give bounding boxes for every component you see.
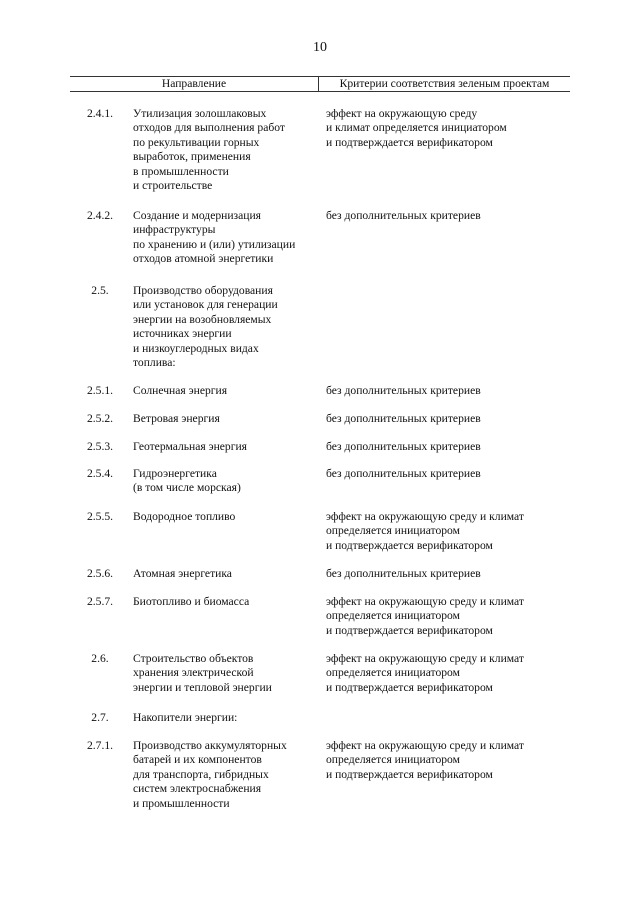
row-number: 2.5.2. — [86, 412, 114, 425]
row-criteria: эффект на окружающую среду и климат определяется инициатором и подтверждается верификатором — [326, 510, 524, 552]
row-direction: Производство аккумуляторных батарей и их компонентов для транспорта, гибридных систем электроснабжения и промышленности — [133, 739, 287, 810]
row-number: 2.4.2. — [86, 209, 114, 222]
row-criteria: без дополнительных критериев — [326, 384, 481, 397]
row-direction: Водородное топливо — [133, 510, 236, 523]
row-direction: Строительство объектов хранения электрической энергии и тепловой энергии — [133, 652, 272, 694]
row-criteria: без дополнительных критериев — [326, 209, 481, 222]
header-criteria: Критерии соответствия зеленым проектам — [339, 77, 550, 90]
row-direction: Геотермальная энергия — [133, 440, 248, 453]
page-number: 10 — [313, 40, 327, 55]
row-number: 2.7.1. — [86, 739, 114, 752]
row-direction: Накопители энергии: — [133, 711, 238, 724]
row-number: 2.5.4. — [86, 467, 114, 480]
row-direction: Солнечная энергия — [133, 384, 228, 397]
row-criteria: без дополнительных критериев — [326, 567, 481, 580]
row-number: 2.7. — [91, 711, 109, 724]
row-direction: Утилизация золошлаковых отходов для выполнения работ по рекультивации горных выработок, применения в промышленности и строительстве — [133, 107, 285, 193]
row-direction: Биотопливо и биомасса — [133, 595, 250, 608]
row-number: 2.5.1. — [86, 384, 114, 397]
row-criteria: без дополнительных критериев — [326, 440, 481, 453]
row-number: 2.6. — [91, 652, 109, 665]
row-number: 2.5.6. — [86, 567, 114, 580]
row-criteria: эффект на окружающую среду и климат определяется инициатором и подтверждается верификатором — [326, 652, 524, 694]
row-number: 2.5.5. — [86, 510, 114, 523]
row-number: 2.5. — [91, 284, 109, 297]
row-number: 2.4.1. — [86, 107, 114, 120]
row-direction: Гидроэнергетика (в том числе морская) — [133, 467, 241, 495]
row-direction: Атомная энергетика — [133, 567, 232, 580]
row-direction: Производство оборудования или установок для генерации энергии на возобновляемых источниках энергии и низкоуглеродных видах топлива: — [133, 284, 278, 370]
row-number: 2.5.7. — [86, 595, 114, 608]
row-number: 2.5.3. — [86, 440, 114, 453]
row-criteria: эффект на окружающую среду и климат определяется инициатором и подтверждается верификатором — [326, 595, 524, 637]
header-direction: Направление — [161, 77, 227, 90]
row-criteria: эффект на окружающую среду и климат определяется инициатором и подтверждается верификатором — [326, 739, 524, 781]
row-criteria: без дополнительных критериев — [326, 467, 481, 480]
row-direction: Создание и модернизация инфраструктуры по хранению и (или) утилизации отходов атомной энергетики — [133, 209, 296, 266]
row-direction: Ветровая энергия — [133, 412, 220, 425]
table-header-rule — [70, 91, 570, 92]
row-criteria: без дополнительных критериев — [326, 412, 481, 425]
row-criteria: эффект на окружающую среду и климат определяется инициатором и подтверждается верификатором — [326, 107, 507, 149]
